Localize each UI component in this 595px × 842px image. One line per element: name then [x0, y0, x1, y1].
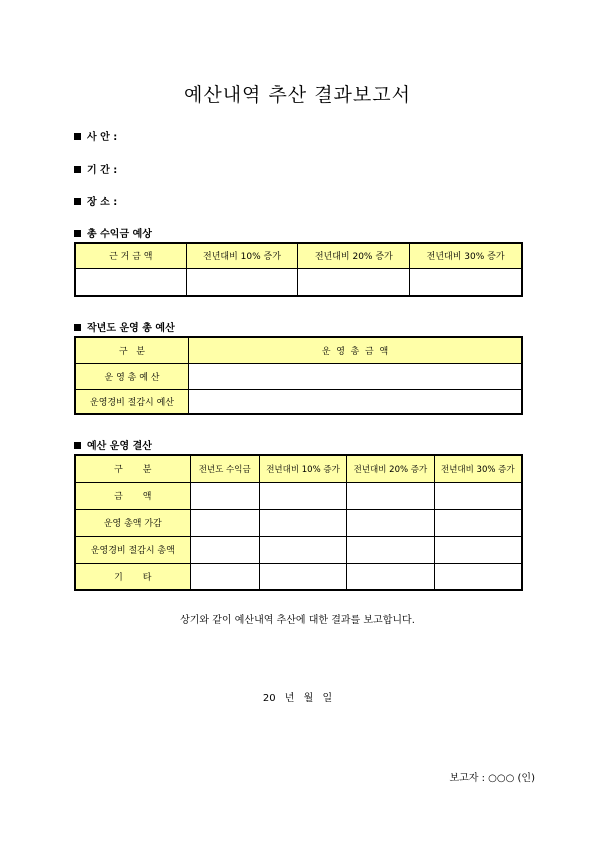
table-cell[interactable] — [190, 563, 259, 590]
table-cell[interactable] — [190, 536, 259, 563]
closing-statement: 상기와 같이 예산내역 추산에 대한 결과를 보고합니다. — [180, 615, 415, 626]
table-header-cell: 전년대비 10% 증가 — [259, 455, 346, 482]
table-cell[interactable] — [298, 268, 410, 296]
field-place-label: 장 소 : — [87, 197, 118, 208]
table-cell[interactable] — [347, 563, 434, 590]
table-cell[interactable] — [410, 268, 522, 296]
section-revenue-forecast — [74, 225, 152, 240]
table-cell[interactable] — [190, 509, 259, 536]
section-budget-settlement — [74, 437, 152, 452]
table-cell[interactable] — [434, 536, 522, 563]
table-header-cell: 구 분 — [75, 455, 190, 482]
bullet-square-icon — [74, 133, 81, 140]
table-row-label: 운 영 총 예 산 — [75, 363, 189, 389]
table-cell[interactable] — [434, 482, 522, 509]
field-subject-label: 사 안 : — [87, 132, 118, 143]
table-cell[interactable] — [259, 509, 346, 536]
table-header-cell: 근 거 금 액 — [75, 243, 186, 268]
table-row-label: 운영 총액 가감 — [75, 509, 190, 536]
table-cell[interactable] — [347, 482, 434, 509]
bullet-square-icon — [74, 230, 81, 237]
table-row-label: 운영경비 절감시 총액 — [75, 536, 190, 563]
table-header-cell: 전년대비 30% 증가 — [434, 455, 522, 482]
table-cell[interactable] — [259, 536, 346, 563]
section-title: 총 수익금 예상 — [87, 229, 152, 240]
bullet-square-icon — [74, 166, 81, 173]
field-place — [74, 193, 117, 208]
table-header-cell: 구 분 — [75, 337, 189, 363]
table-cell[interactable] — [347, 536, 434, 563]
table-header-cell: 전년대비 20% 증가 — [347, 455, 434, 482]
table-header-cell: 전년도 수익금 — [190, 455, 259, 482]
table-cell[interactable] — [186, 268, 298, 296]
bullet-square-icon — [74, 198, 81, 205]
table-row-label: 금 액 — [75, 482, 190, 509]
table-row-label: 운영경비 절감시 예산 — [75, 389, 189, 414]
field-period-label: 기 간 : — [87, 165, 118, 176]
field-period — [74, 161, 117, 176]
bullet-square-icon — [74, 442, 81, 449]
table-cell[interactable] — [434, 563, 522, 590]
table-header-cell: 운 영 총 금 액 — [189, 337, 523, 363]
last-year-budget-table — [74, 336, 523, 415]
table-header-cell: 전년대비 20% 증가 — [298, 243, 410, 268]
table-row-label: 기 타 — [75, 563, 190, 590]
table-header-cell: 전년대비 30% 증가 — [410, 243, 522, 268]
table-cell[interactable] — [347, 509, 434, 536]
section-title: 작년도 운영 총 예산 — [87, 323, 175, 334]
table-cell[interactable] — [259, 482, 346, 509]
revenue-forecast-table — [74, 242, 523, 297]
reporter-signature: 보고자 : ○○○ (인) — [449, 773, 535, 784]
table-cell[interactable] — [259, 563, 346, 590]
section-last-year-budget — [74, 319, 175, 334]
table-header-cell: 전년대비 10% 증가 — [186, 243, 298, 268]
table-cell[interactable] — [189, 389, 523, 414]
bullet-square-icon — [74, 324, 81, 331]
table-cell[interactable] — [189, 363, 523, 389]
table-cell[interactable] — [75, 268, 186, 296]
field-subject — [74, 128, 117, 143]
budget-settlement-table — [74, 454, 523, 591]
section-title: 예산 운영 결산 — [87, 441, 152, 452]
table-cell[interactable] — [434, 509, 522, 536]
table-cell[interactable] — [190, 482, 259, 509]
document-title: 예산내역 추산 결과보고서 — [184, 84, 411, 106]
report-date: 20 년 월 일 — [262, 693, 333, 704]
